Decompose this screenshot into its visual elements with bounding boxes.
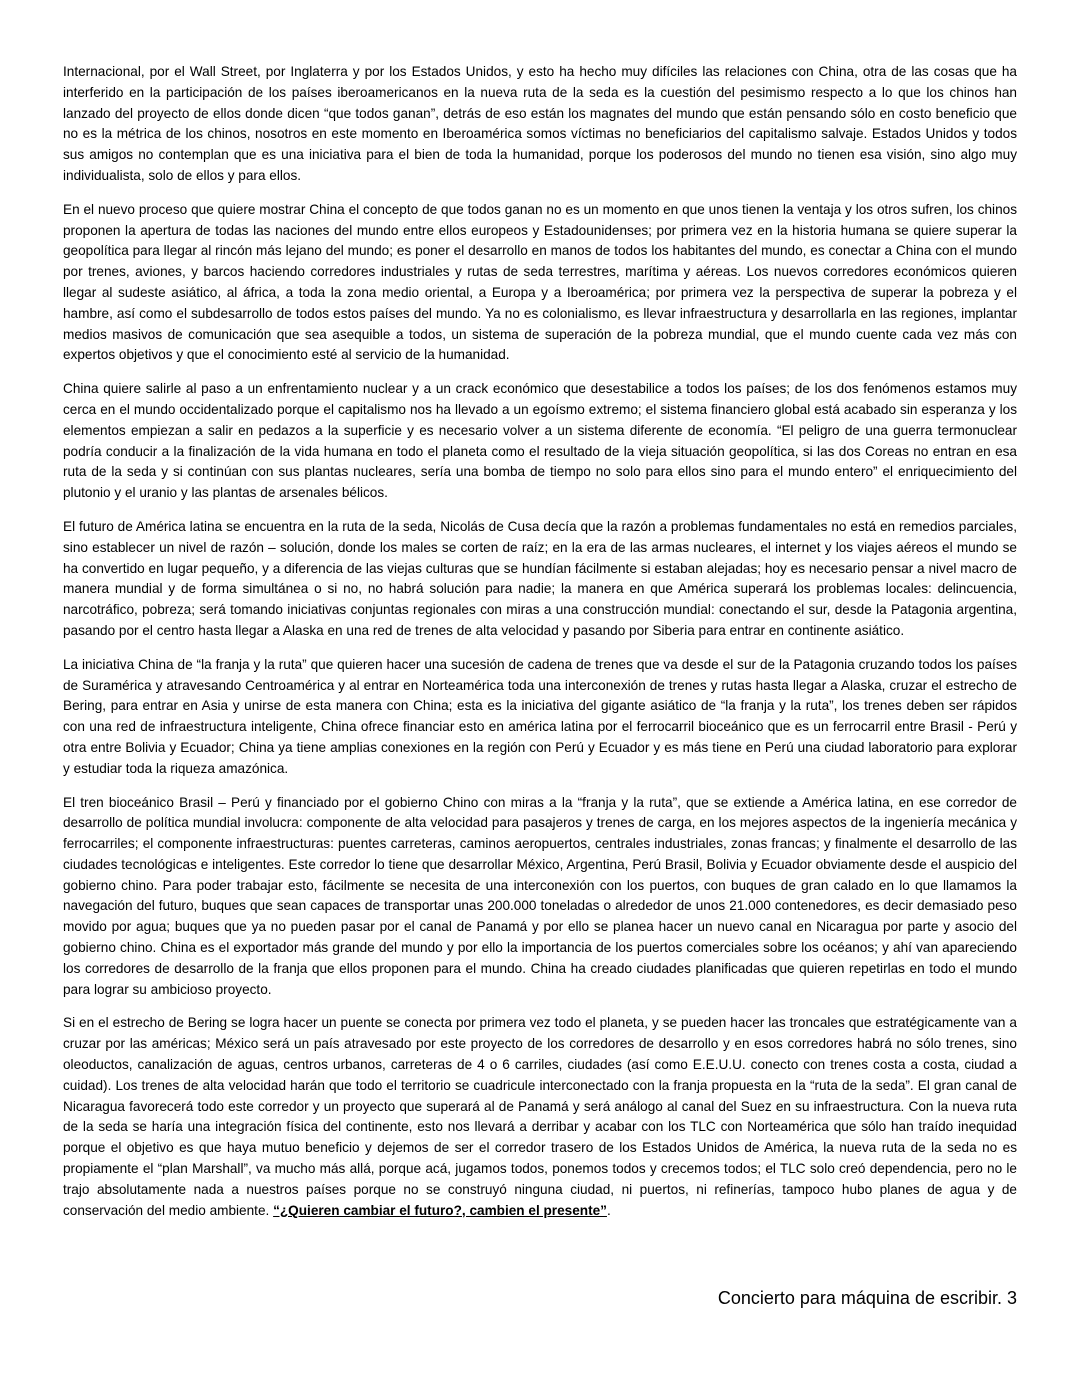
- closing-period: .: [606, 1202, 611, 1218]
- paragraph: La iniciativa China de “la franja y la ruta” que quieren hacer una sucesión de cadena de trenes que va desde el sur de la Patagonia cruzando todos los países de Suramérica y atravesando Centroamérica y al entrar en Norteamérica toda una interconexión de trenes y rutas hasta llegar a Alaska, cruzar el estrecho de Bering, para entrar en Asia y unirse de esta manera con China; esta es la iniciativa del gigante asiático de “la franja y la ruta”, los trenes deben ser rápidos con una red de infraestructura inteligente, China ofrece financiar esto en américa latina por el ferrocarril bioceánico que es un ferrocarril entre Brasil - Perú y otra entre Bolivia y Ecuador; China ya tiene amplias conexiones en la región con Perú y Ecuador y es más tiene en Perú una ciudad laboratorio para explorar y estudiar toda la riqueza amazónica.: [63, 656, 1017, 776]
- paragraph: En el nuevo proceso que quiere mostrar China el concepto de que todos ganan no es un momento en que unos tienen la ventaja y los otros sufren, los chinos proponen la apertura de todas las naciones del mundo entre ellos europeos y Estadounidenses; por primera vez en la historia humana se quiere superar la geopolítica para llegar al rincón más lejano del mundo; es poner el desarrollo en manos de todos los habitantes del mundo, es conectar a China con el mundo por trenes, aviones, y barcos haciendo corredores industriales y rutas de seda terrestres, marítima y aéreas. Los nuevos corredores económicos quieren llegar al sudeste asiático, al áfrica, a toda la zona medio oriental, a Europa y a Iberoamérica; por primera vez la perspectiva de superar la pobreza y el hambre, así como el subdesarrollo de todos estos países del mundo. Ya no es colonialismo, es llevar infraestructura y desarrollarla en las regiones, implantar medios masivos de comunicación que sea asequible a todos, un sistema de superación de la pobreza mundial, que el mundo cuente cada vez más con expertos objetivos y que el conocimiento esté al servicio de la humanidad.: [63, 201, 1017, 363]
- paragraph-last: [63, 1013, 1017, 1221]
- closing-quote: “¿Quieren cambiar el futuro?, cambien el presente”: [273, 1202, 607, 1218]
- paragraph: Internacional, por el Wall Street, por Inglaterra y por los Estados Unidos, y esto ha hecho muy difíciles las relaciones con China, otra de las cosas que ha interferido en la participación de los países iberoamericanos en la nueva ruta de la seda es la cuestión del pesimismo respecto a lo que los chinos han lanzado del proyecto de ellos donde dicen “que todos ganan”, detrás de eso están los magnates del mundo que están pensando sólo en costo beneficio que no es la métrica de los chinos, nosotros en este momento en Iberoamérica somos víctimas no beneficiarios del capitalismo salvaje. Estados Unidos y todos sus amigos no contemplan que es una iniciativa para el bien de toda la humanidad, porque los poderosos del mundo no tienen esa visión, sino algo muy individualista, solo de ellos y para ellos.: [63, 64, 1017, 183]
- paragraph: El futuro de América latina se encuentra en la ruta de la seda, Nicolás de Cusa decía que la razón a problemas fundamentales no está en remedios parciales, sino establecer un nivel de razón – solución, donde los males se corten de raíz; en la era de las armas nucleares, el internet y los viajes aéreos el mundo se ha convertido en lugar pequeño, y a diferencia de las viejas culturas que se hundían fácilmente si estaban alejadas; hoy es necesario pensar a nivel macro de manera mundial y de forma simultánea o si no, no habrá solución para nadie; la manera en que América superará los problemas locales: delincuencia, narcotráfico, pobreza; será tomando iniciativas conjuntas regionales con miras a una construcción mundial: conectando el sur, desde la Patagonia argentina, pasando por el centro hasta llegar a Alaska en una red de trenes de alta velocidad y pasando por Siberia para entrar en continente asiático.: [63, 518, 1017, 638]
- document-body: [63, 62, 1017, 1234]
- paragraph: China quiere salirle al paso a un enfrentamiento nuclear y a un crack económico que desestabilice a todos los países; de los dos fenómenos estamos muy cerca en el mundo occidentalizado porque el capitalismo nos ha llevado a un egoísmo extremo; el sistema financiero global está acabado sin esperanza y los elementos empiezan a salir en pedazos a la superficie y es necesario volver a un sistema diferente de economía. “El peligro de una guerra termonuclear podría conducir a la finalización de la vida humana en todo el planeta como el resultado de la vieja situación geopolítica, si las dos Coreas no entran en esa ruta de la seda y si continúan con sus plantas nucleares, sería una bomba de tiempo no solo para ellos sino para el mundo entero” el enriquecimiento del plutonio y el uranio y las plantas de arsenales bélicos.: [63, 381, 1017, 501]
- paragraph-last-text: Si en el estrecho de Bering se logra hacer un puente se conecta por primera vez todo el planeta, y se pueden hacer las troncales que estratégicamente van a cruzar por las américas; México será un país atravesado por este proyecto de los corredores de desarrollo y en esos corredores habrá no sólo trenes, sino oleoductos, canalización de aguas, centros urbanos, carreteras de 4 o 6 carriles, ciudades (así como E.E.U.U. conecto con trenes costa a costa, ciudad a cuidad). Los trenes de alta velocidad harán que todo el territorio se cuadricule interconectado con la franja propuesta en la “ruta de la seda”. El gran canal de Nicaragua favorecerá todo este corredor y un proyecto que superará al de Panamá y será análogo al canal del Suez en su infraestructura. Con la nueva ruta de la seda se haría una integración física del continente, esto nos llevará a derribar y acabar con los TLC con Norteamérica que sólo han traído inequidad porque el objetivo es que haya mutuo beneficio y dejemos de ser el corredor trasero de los Estados Unidos de América, la nueva ruta de la seda no es propiamente el “plan Marshall”, va mucho más allá, porque acá, jugamos todos, ponemos todos y crecemos todos; el TLC solo creó dependencia, pero no le trajo absolutamente nada a nuestros países porque no se construyó ninguna ciudad, ni puertos, ni refinerías, tampoco hubo planes de agua y de conservación del medio ambiente.: [63, 1015, 1017, 1218]
- paragraph: El tren bioceánico Brasil – Perú y financiado por el gobierno Chino con miras a la “franja y la ruta”, que se extiende a América latina, en ese corredor de desarrollo de política mundial involucra: componente de alta velocidad para pasajeros y trenes de carga, en los mejores aspectos de la ingeniería mecánica y ferrocarriles; el componente infraestructuras: puentes carreteras, caminos aeropuertos, centrales industriales, zonas francas; y finalmente el desarrollo de las ciudades tecnológicas e inteligentes. Este corredor lo tiene que desarrollar México, Argentina, Perú Brasil, Bolivia y Ecuador obviamente desde el auspicio del gobierno chino. Para poder trabajar esto, fácilmente se necesita de una interconexión con los puertos, con buques de gran calado en lo que llamamos la navegación del futuro, buques que sean capaces de transportar unas 200.000 toneladas o alrededor de unos 21.000 contenedores, es decir demasiado peso movido por agua; buques que ya no pueden pasar por el canal de Panamá y por ello se planea hacer un nuevo canal en Nicaragua por parte y asocio del gobierno chino. China es el exportador más grande del mundo y por ello la importancia de los puertos comerciales sobre los océanos; y ahí van apareciendo los corredores de desarrollo de la franja que ellos proponen para el mundo. China ha creado ciudades planificadas que quieren repetirlas en todo el mundo para lograr su ambicioso proyecto.: [63, 794, 1017, 997]
- page-footer: Concierto para máquina de escribir. 3: [717, 1288, 1017, 1308]
